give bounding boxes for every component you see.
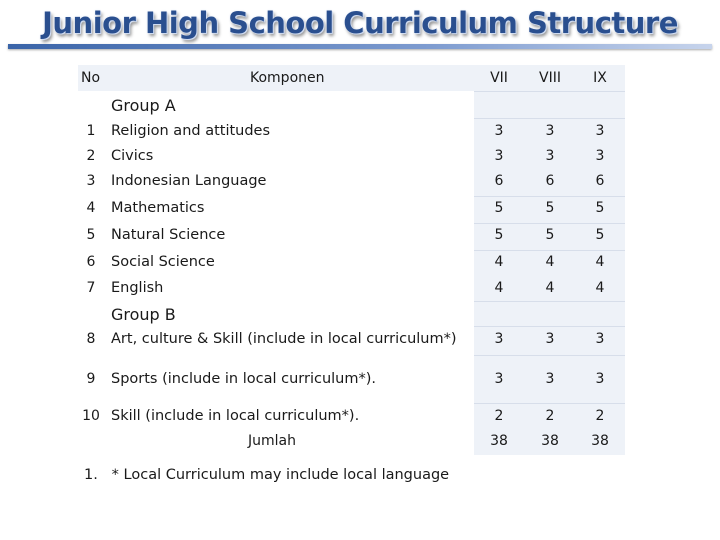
hours-vii: 6 <box>494 173 504 189</box>
row-number: 9 <box>86 371 96 387</box>
hours-vii: 3 <box>494 331 504 347</box>
hours-vii: 4 <box>494 280 504 296</box>
total-label: Jumlah <box>248 433 296 449</box>
hours-vii: 5 <box>494 200 504 216</box>
header-no: No <box>81 70 101 86</box>
row-divider <box>474 250 625 251</box>
hours-ix: 4 <box>595 254 605 270</box>
row-divider <box>474 91 625 92</box>
total-ix: 38 <box>591 433 609 449</box>
header-komponen: Komponen <box>250 70 325 86</box>
hours-ix: 5 <box>595 200 605 216</box>
subject-name: Sports (include in local curriculum*). <box>111 371 376 387</box>
hours-vii: 2 <box>494 408 504 424</box>
hours-ix: 3 <box>595 331 605 347</box>
header-grade-viii: VIII <box>539 70 561 86</box>
hours-vii: 5 <box>494 227 504 243</box>
footnote: 1. * Local Curriculum may include local language <box>84 467 450 483</box>
hours-viii: 2 <box>545 408 555 424</box>
hours-viii: 4 <box>545 254 555 270</box>
subject-name: Indonesian Language <box>111 173 267 189</box>
hours-vii: 3 <box>494 371 504 387</box>
slide-title: Junior High School Curriculum Structure <box>42 6 678 40</box>
row-number: 7 <box>86 280 96 296</box>
subject-name: Skill (include in local curriculum*). <box>111 408 360 424</box>
total-vii: 38 <box>490 433 508 449</box>
row-number: 3 <box>86 173 96 189</box>
group-b-label: Group B <box>111 305 176 324</box>
row-number: 1 <box>86 123 96 139</box>
hours-viii: 3 <box>545 371 555 387</box>
row-number: 6 <box>86 254 96 270</box>
row-number: 4 <box>86 200 96 216</box>
row-number: 2 <box>86 148 96 164</box>
row-divider <box>474 301 625 302</box>
hours-viii: 6 <box>545 173 555 189</box>
row-divider <box>474 196 625 197</box>
header-grade-ix: IX <box>593 70 607 86</box>
hours-ix: 6 <box>595 173 605 189</box>
hours-vii: 3 <box>494 148 504 164</box>
subject-name: Mathematics <box>111 200 205 216</box>
hours-viii: 5 <box>545 227 555 243</box>
subject-name: Civics <box>111 148 154 164</box>
hours-ix: 3 <box>595 123 605 139</box>
row-divider <box>474 355 625 356</box>
title-underline <box>8 44 712 49</box>
hours-viii: 3 <box>545 123 555 139</box>
row-number: 8 <box>86 331 96 347</box>
subject-name: Religion and attitudes <box>111 123 271 139</box>
row-divider <box>474 326 625 327</box>
hours-viii: 5 <box>545 200 555 216</box>
hours-viii: 4 <box>545 280 555 296</box>
hours-ix: 4 <box>595 280 605 296</box>
header-grade-vii: VII <box>490 70 508 86</box>
subject-name: English <box>111 280 164 296</box>
row-number: 5 <box>86 227 96 243</box>
row-divider <box>474 223 625 224</box>
row-divider <box>474 118 625 119</box>
hours-ix: 3 <box>595 148 605 164</box>
hours-ix: 2 <box>595 408 605 424</box>
subject-name: Natural Science <box>111 227 226 243</box>
subject-name: Art, culture & Skill (include in local curriculum*) <box>111 331 457 347</box>
row-divider <box>474 403 625 404</box>
hours-vii: 3 <box>494 123 504 139</box>
hours-ix: 5 <box>595 227 605 243</box>
row-number: 10 <box>82 408 100 424</box>
subject-name: Social Science <box>111 254 215 270</box>
group-a-label: Group A <box>111 96 176 115</box>
hours-ix: 3 <box>595 371 605 387</box>
total-viii: 38 <box>541 433 559 449</box>
hours-viii: 3 <box>545 148 555 164</box>
hours-viii: 3 <box>545 331 555 347</box>
hours-vii: 4 <box>494 254 504 270</box>
